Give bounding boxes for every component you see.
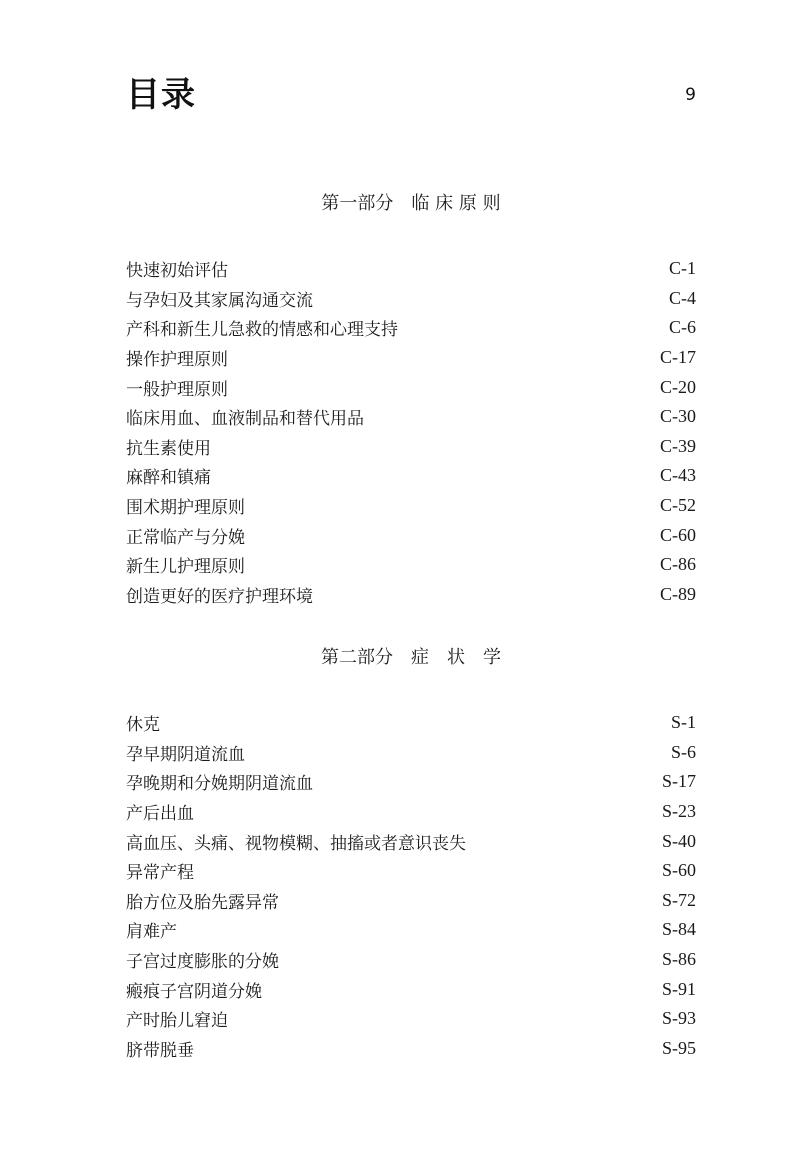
toc-entry-title: 正常临产与分娩 [126, 527, 245, 548]
toc-entry-title: 快速初始评估 [126, 261, 228, 282]
toc-entry-title: 新生儿护理原则 [126, 557, 245, 578]
toc-entry [126, 915, 696, 945]
toc-entry [126, 284, 696, 314]
toc-entry-title: 创造更好的医疗护理环境 [126, 586, 313, 607]
toc-entry [126, 886, 696, 916]
toc-entry-page: S-84 [661, 919, 696, 940]
toc-entry-page: S-40 [661, 830, 696, 851]
toc-entry-title: 麻醉和镇痛 [126, 468, 211, 489]
toc-entry [126, 550, 696, 580]
toc-entry [126, 254, 696, 284]
toc-entry-page: S-17 [661, 771, 696, 792]
toc-entry-title: 脐带脱垂 [126, 1040, 194, 1061]
toc-entry-page: C-39 [660, 435, 696, 456]
toc-entry-title: 孕晚期和分娩期阴道流血 [126, 774, 313, 795]
toc-entry-title: 操作护理原则 [126, 350, 228, 371]
toc-entry-page: S-91 [661, 978, 696, 999]
toc-entry [126, 1034, 696, 1064]
toc-entry [126, 738, 696, 768]
toc-entry-title: 临床用血、血液制品和替代用品 [126, 409, 364, 430]
toc-entry-page: C-20 [660, 376, 696, 397]
toc-list-part-2 [126, 708, 696, 1063]
page-number: 9 [685, 85, 696, 105]
toc-entry [126, 461, 696, 491]
toc-entry [126, 580, 696, 610]
toc-entry [126, 974, 696, 1004]
toc-entry [126, 520, 696, 550]
toc-entry-title: 一般护理原则 [126, 379, 228, 400]
toc-entry-page: S-6 [670, 741, 696, 762]
toc-entry-title: 肩难产 [126, 922, 177, 943]
toc-entry-page: C-4 [669, 287, 696, 308]
toc-entry [126, 767, 696, 797]
toc-entry-title: 休克 [126, 715, 160, 736]
toc-entry [126, 708, 696, 738]
section-heading-part-2: 第二部分 症 状 学 [321, 647, 501, 668]
toc-entry [126, 945, 696, 975]
toc-entry-page: S-86 [661, 949, 696, 970]
toc-entry-page: C-30 [660, 406, 696, 427]
toc-entry-title: 胎方位及胎先露异常 [126, 892, 279, 913]
toc-list-part-1 [126, 254, 696, 609]
toc-entry-page: C-6 [669, 317, 696, 338]
toc-entry [126, 1004, 696, 1034]
toc-entry [126, 402, 696, 432]
toc-entry [126, 826, 696, 856]
toc-entry [126, 432, 696, 462]
toc-entry-page: S-93 [661, 1008, 696, 1029]
toc-entry [126, 372, 696, 402]
toc-entry-page: C-60 [660, 524, 696, 545]
toc-entry [126, 491, 696, 521]
toc-entry-title: 孕早期阴道流血 [126, 744, 245, 765]
toc-entry-title: 围术期护理原则 [126, 498, 245, 519]
toc-entry-title: 与孕妇及其家属沟通交流 [126, 290, 313, 311]
toc-entry [126, 856, 696, 886]
section-heading-part-1: 第一部分 临 床 原 则 [321, 193, 501, 214]
toc-entry-title: 异常产程 [126, 863, 194, 884]
toc-entry-page: S-95 [661, 1037, 696, 1058]
toc-entry-page: S-23 [661, 801, 696, 822]
toc-entry-page: C-43 [660, 465, 696, 486]
toc-entry-title: 抗生素使用 [126, 438, 211, 459]
toc-entry-page: C-17 [660, 347, 696, 368]
toc-entry-title: 产后出血 [126, 804, 194, 825]
page-title: 目录 [126, 75, 196, 115]
toc-entry-page: S-1 [670, 712, 696, 733]
toc-entry-page: C-89 [660, 583, 696, 604]
toc-entry-page: S-60 [661, 860, 696, 881]
toc-entry-title: 产科和新生儿急救的情感和心理支持 [126, 320, 398, 341]
toc-entry [126, 797, 696, 827]
toc-entry-page: C-86 [660, 554, 696, 575]
toc-entry-page: C-52 [660, 495, 696, 516]
toc-entry-title: 高血压、头痛、视物模糊、抽搐或者意识丧失 [126, 833, 466, 854]
toc-entry-title: 瘢痕子宫阴道分娩 [126, 981, 262, 1002]
toc-entry-page: S-72 [661, 889, 696, 910]
toc-entry-title: 子宫过度膨胀的分娩 [126, 952, 279, 973]
toc-entry-title: 产时胎儿窘迫 [126, 1011, 228, 1032]
toc-entry-page: C-1 [669, 258, 696, 279]
toc-entry [126, 343, 696, 373]
toc-entry [126, 313, 696, 343]
